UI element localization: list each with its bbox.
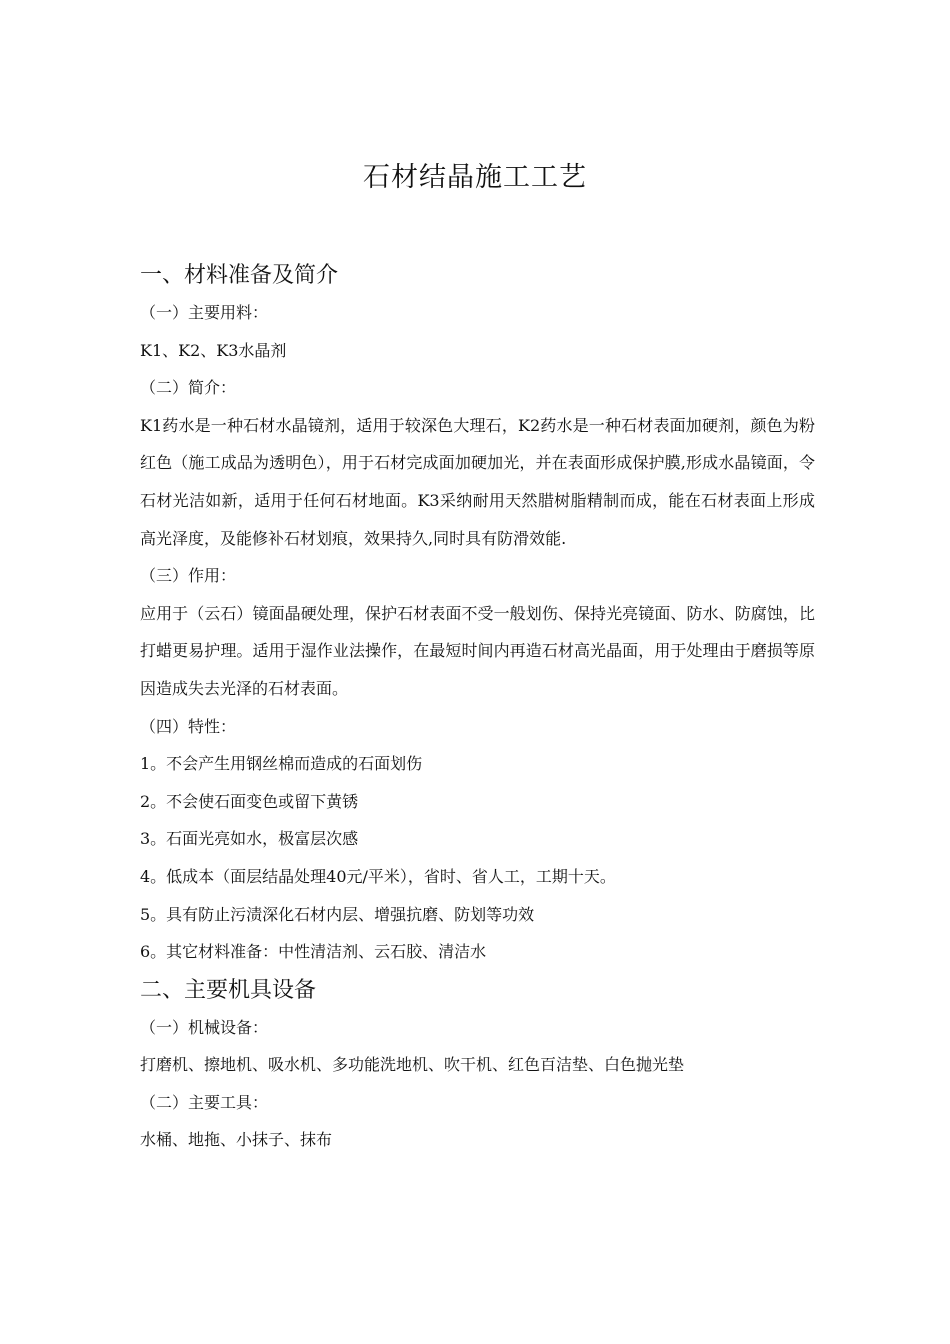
subheading-function: （三）作用： bbox=[140, 566, 237, 586]
list-item: 1。不会产生用钢丝棉而造成的石面划伤 bbox=[140, 754, 423, 774]
list-item: 4。低成本（面层结晶处理40元/平米），省时、省人工，工期十天。 bbox=[140, 866, 616, 886]
subheading-intro: （二）简介： bbox=[140, 378, 237, 398]
section-heading: 二、主要机具设备 bbox=[140, 977, 317, 1003]
paragraph-function: 应用于（云石）镜面晶硬处理，保护石材表面不受一般划伤、保持光亮镜面、防水、防腐蚀，比打蜡更易护理。适用于湿作业法操作，在最短时间内再造石材高光晶面，用于处理由于磨损等原因造成失去光泽的石材表面。 bbox=[140, 603, 815, 698]
list-item: 2。不会使石面变色或留下黄锈 bbox=[140, 791, 359, 811]
section-heading: 一、材料准备及简介 bbox=[140, 263, 339, 288]
document-title: 石材结晶施工工艺 bbox=[363, 162, 587, 193]
list-item: 5。具有防止污渍深化石材内层、增强抗磨、防划等功效 bbox=[140, 904, 535, 924]
paragraph-intro: K1药水是一种石材水晶镜剂，适用于较深色大理石，K2药水是一种石材表面加硬剂，颜色为粉红色（施工成品为透明色），用于石材完成面加硬加光，并在表面形成保护膜,形成水晶镜面，令石材光洁如新，适用于任何石材地面。K3采纳耐用天然腊树脂精制而成，能在石材表面上形成高光泽度，及能修补石材划痕，效果持久,同时具有防滑效能. bbox=[140, 415, 815, 548]
list-item: 6。其它材料准备：中性清洁剂、云石胶、清洁水 bbox=[140, 942, 487, 962]
subheading-machinery: （一）机械设备： bbox=[140, 1017, 269, 1037]
paragraph: K1、K2、K3水晶剂 bbox=[140, 340, 287, 360]
section-materials bbox=[140, 258, 815, 971]
section-equipment bbox=[140, 973, 815, 1159]
paragraph: 打磨机、擦地机、吸水机、多功能洗地机、吹干机、红色百洁垫、白色抛光垫 bbox=[140, 1055, 685, 1075]
subheading-main-materials: （一）主要用料： bbox=[140, 303, 269, 322]
subheading-tools: （二）主要工具： bbox=[140, 1092, 269, 1112]
list-item: 3。石面光亮如水，极富层次感 bbox=[140, 829, 359, 849]
subheading-features: （四）特性： bbox=[140, 716, 237, 736]
paragraph: 水桶、地拖、小抹子、抹布 bbox=[140, 1130, 333, 1150]
document-body bbox=[140, 258, 815, 1159]
